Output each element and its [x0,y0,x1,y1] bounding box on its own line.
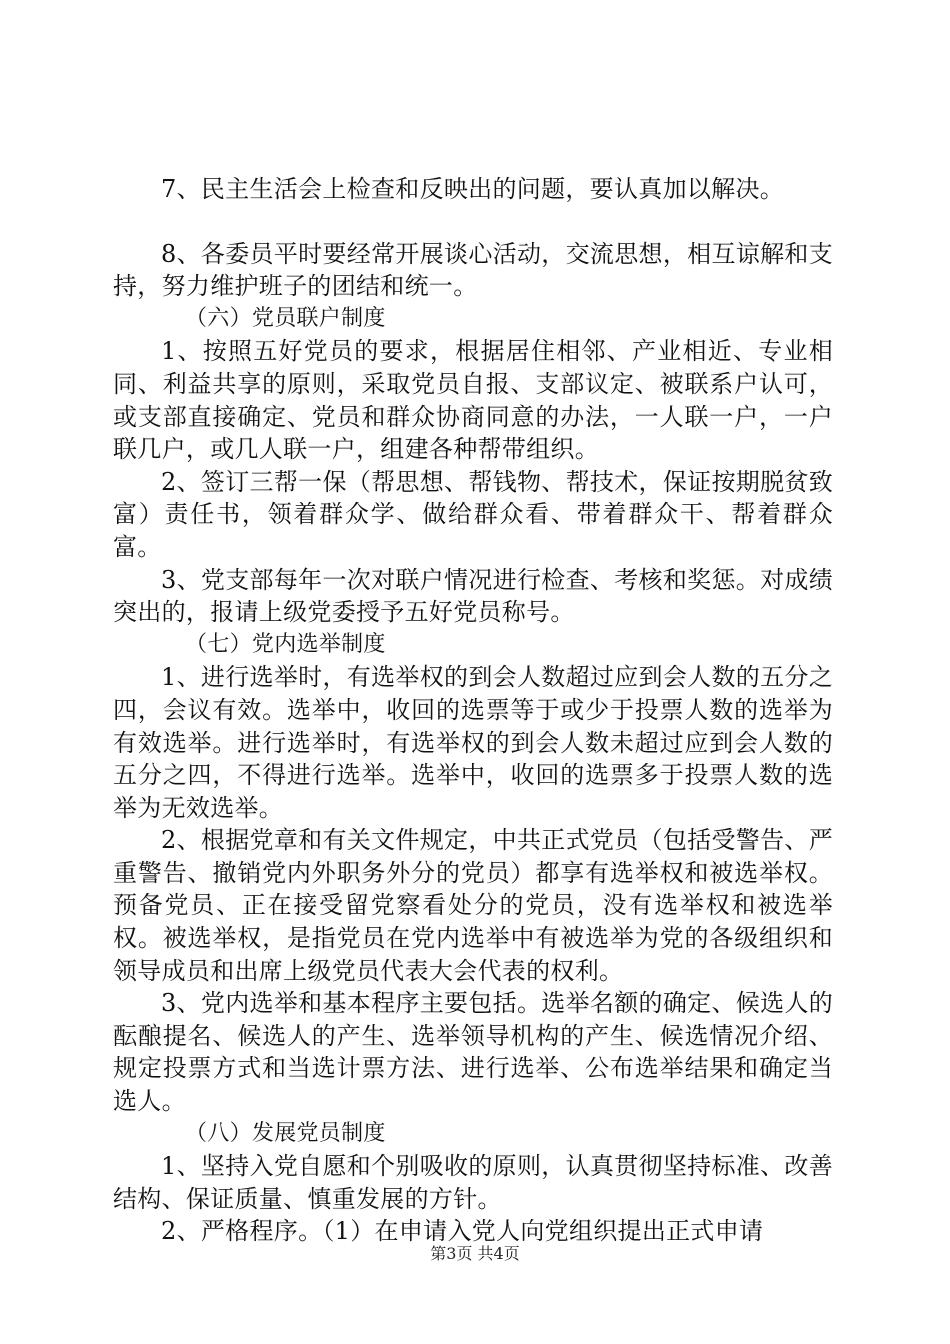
body-paragraph: 7、民主生活会上检查和反映出的问题，要认真加以解决。 [161,175,785,203]
section-heading: （七）党内选举制度 [185,631,386,657]
body-paragraph: 2、根据党章和有关文件规定，中共正式党员（包括受警告、严重警告、撤销党内外职务外分的党员）都享有选举权和被选举权。预备党员、正在接受留党察看处分的党员，没有选举权和被选举权。被选举权，是指党员在党内选举中有被选举为党的各级组织和领导成员和出席上级党员代表大会代表的权利。 [113,826,833,985]
body-paragraph: 1、进行选举时，有选举权的到会人数超过应到会人数的五分之四，会议有效。选举中，收回的选票等于或少于投票人数的选举为有效选举。进行选举时，有选举权的到会人数未超过应到会人数的五分之四，不得进行选举。选举中，收回的选票多于投票人数的选举为无效选举。 [113,663,833,822]
body-paragraph: 1、坚持入党自愿和个别吸收的原则，认真贯彻坚持标准、改善结构、保证质量、慎重发展的方针。 [113,1152,833,1213]
body-paragraph: 8、各委员平时要经常开展谈心活动，交流思想，相互谅解和支持，努力维护班子的团结和统一。 [113,239,833,301]
body-paragraph: 2、签订三帮一保（帮思想、帮钱物、帮技术，保证按期脱贫致富）责任书，领着群众学、做给群众看、带着群众干、帮着群众富。 [113,467,833,561]
body-paragraph: 2、严格程序。（1）在申请入党人向党组织提出正式申请 [161,1217,764,1246]
body-paragraph: 1、按照五好党员的要求，根据居住相邻、产业相近、专业相同、利益共享的原则，采取党员自报、支部议定、被联系户认可，或支部直接确定、党员和群众协商同意的办法，一人联一户，一户联几户，或几人联一户，组建各种帮带组织。 [113,337,833,464]
body-paragraph: 3、党内选举和基本程序主要包括。选举名额的确定、候选人的酝酿提名、候选人的产生、选举领导机构的产生、候选情况介绍、规定投票方式和当选计票方法、进行选举、公布选举结果和确定当选人。 [113,989,833,1116]
section-heading: （八）发展党员制度 [185,1120,386,1146]
body-paragraph: 3、党支部每年一次对联户情况进行检查、考核和奖惩。对成绩突出的，报请上级党委授予五好党员称号。 [113,565,833,627]
document-body [113,173,833,1248]
section-heading: （六）党员联户制度 [185,305,386,331]
page-footer: 第3页 共4页 [430,1244,520,1263]
paragraph-spacer [113,206,833,238]
